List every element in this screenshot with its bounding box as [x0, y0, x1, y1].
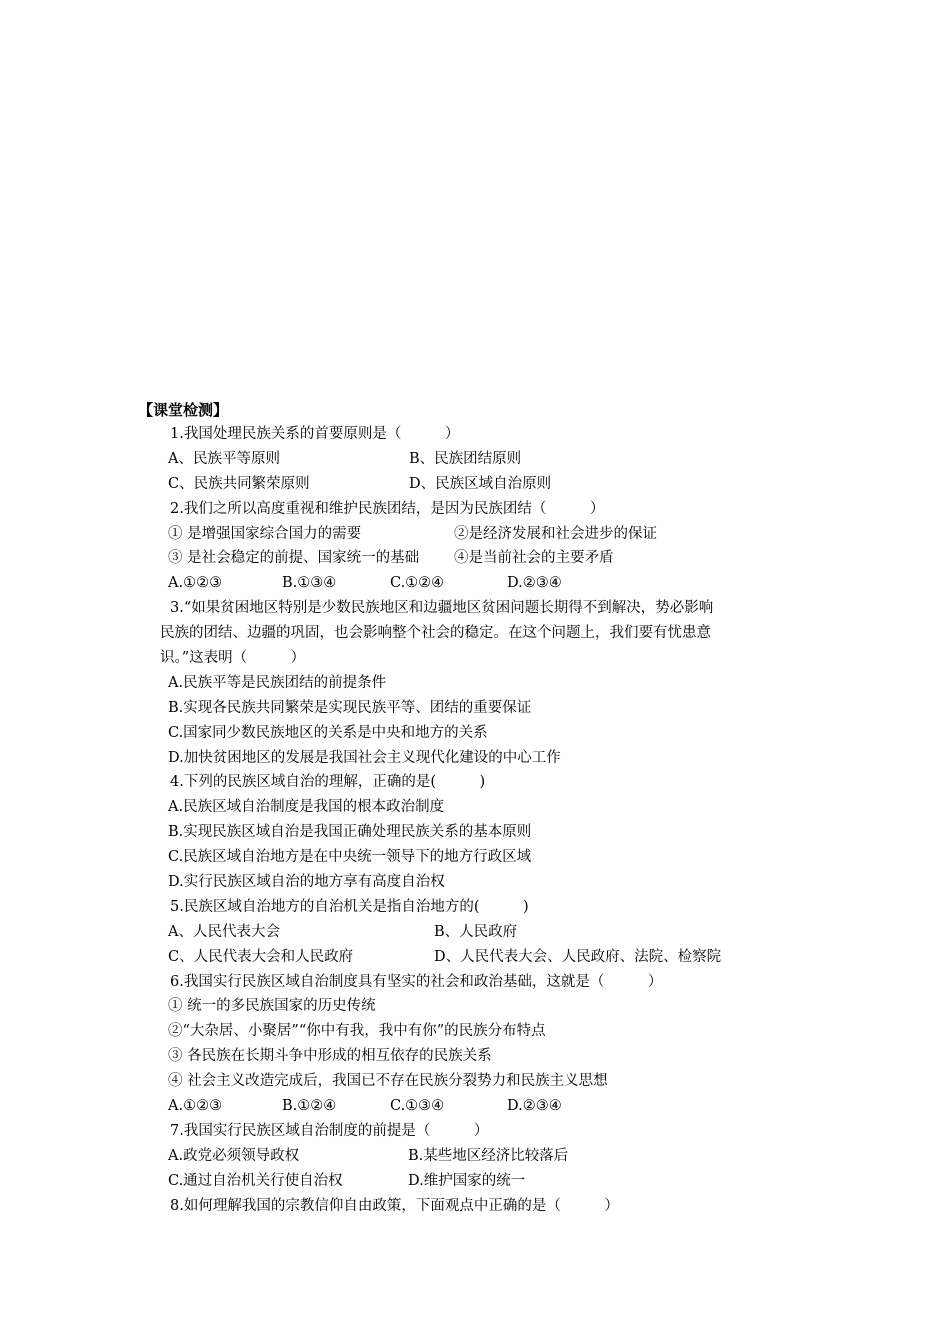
section-title: 【课堂检测】 [138, 401, 229, 419]
question-3-stem-line-2: 民族的团结、边疆的巩固，也会影响整个社会的稳定。在这个问题上，我们要有忧患意 [160, 625, 711, 642]
question-6-options [138, 1094, 838, 1119]
option-b: B.①②④ [282, 1098, 337, 1115]
option-a: A.政党必须领导政权 [168, 1147, 300, 1164]
option-a: A.民族区域自治制度是我国的根本政治制度 [168, 799, 445, 816]
option-d: D.②③④ [507, 575, 562, 592]
option-a: A.民族平等是民族团结的前提条件 [168, 674, 387, 691]
option-a: A、民族平等原则 [168, 450, 280, 467]
option-d: D.维护国家的统一 [408, 1172, 526, 1189]
option-c: C.民族区域自治地方是在中央统一领导下的地方行政区域 [168, 849, 532, 866]
item-3: ③ 各民族在长期斗争中形成的相互依存的民族关系 [168, 1048, 492, 1065]
option-c: C.通过自治机关行使自治权 [168, 1172, 343, 1189]
option-a: A、人民代表大会 [168, 923, 280, 940]
option-d: D.加快贫困地区的发展是我国社会主义现代化建设的中心工作 [168, 749, 561, 766]
item-1: ① 统一的多民族国家的历史传统 [168, 998, 376, 1015]
question-1-options-row-2 [138, 472, 838, 497]
question-6-stem: 6.我国实行民族区域自治制度具有坚实的社会和政治基础，这就是（ ） [170, 973, 663, 990]
classroom-test-section [138, 398, 838, 1219]
question-5-options-row-2 [138, 945, 838, 970]
question-1-options-row-1 [138, 447, 838, 472]
option-d: D、民族区域自治原则 [409, 475, 552, 492]
option-a: A.①②③ [168, 1098, 223, 1115]
question-2-items-row-2 [138, 546, 838, 571]
question-7-options-row-2 [138, 1169, 838, 1194]
item-1: ① 是增强国家综合国力的需要 [168, 525, 362, 542]
option-d: D、人民代表大会、人民政府、法院、检察院 [434, 948, 722, 965]
question-4-stem: 4.下列的民族区域自治的理解，正确的是( ) [170, 774, 486, 791]
question-7-options-row-1 [138, 1144, 838, 1169]
option-c: C.①②④ [390, 575, 445, 592]
question-7-stem: 7.我国实行民族区域自治制度的前提是（ ） [170, 1122, 489, 1139]
question-2-options [138, 571, 838, 596]
option-b: B、人民政府 [434, 923, 518, 940]
question-1-stem: 1.我国处理民族关系的首要原则是（ ） [170, 426, 460, 442]
option-b: B.实现各民族共同繁荣是实现民族平等、团结的重要保证 [168, 699, 532, 716]
option-b: B.①③④ [282, 575, 337, 592]
item-2: ②是经济发展和社会进步的保证 [454, 525, 657, 542]
question-2-items-row-1 [138, 522, 838, 547]
option-b: B、民族团结原则 [409, 450, 522, 467]
option-d: D.②③④ [507, 1098, 562, 1115]
option-c: C.①③④ [390, 1098, 445, 1115]
item-3: ③ 是社会稳定的前提、国家统一的基础 [168, 550, 420, 567]
item-2: ②“大杂居、小聚居”“你中有我，我中有你”的民族分布特点 [168, 1023, 546, 1040]
option-c: C、民族共同繁荣原则 [168, 475, 310, 492]
question-3-stem-line-1: 3.“如果贫困地区特别是少数民族地区和边疆地区贫困问题长期得不到解决，势必影响 [170, 600, 714, 617]
option-c: C、人民代表大会和人民政府 [168, 948, 354, 965]
option-a: A.①②③ [168, 575, 223, 592]
option-b: B.某些地区经济比较落后 [408, 1147, 569, 1164]
question-2-stem: 2.我们之所以高度重视和维护民族团结，是因为民族团结（ ） [170, 500, 605, 517]
question-5-options-row-1 [138, 920, 838, 945]
item-4: ④是当前社会的主要矛盾 [454, 550, 614, 567]
question-8-stem: 8.如何理解我国的宗教信仰自由政策，下面观点中正确的是（ ） [170, 1197, 619, 1214]
option-d: D.实行民族区域自治的地方享有高度自治权 [168, 874, 445, 891]
question-5-stem: 5.民族区域自治地方的自治机关是指自治地方的( ) [170, 898, 529, 915]
option-c: C.国家同少数民族地区的关系是中央和地方的关系 [168, 724, 488, 741]
option-b: B.实现民族区域自治是我国正确处理民族关系的基本原则 [168, 824, 532, 841]
question-3-stem-line-3: 识。”这表明（ ） [160, 650, 306, 667]
item-4: ④ 社会主义改造完成后，我国已不存在民族分裂势力和民族主义思想 [168, 1073, 608, 1090]
